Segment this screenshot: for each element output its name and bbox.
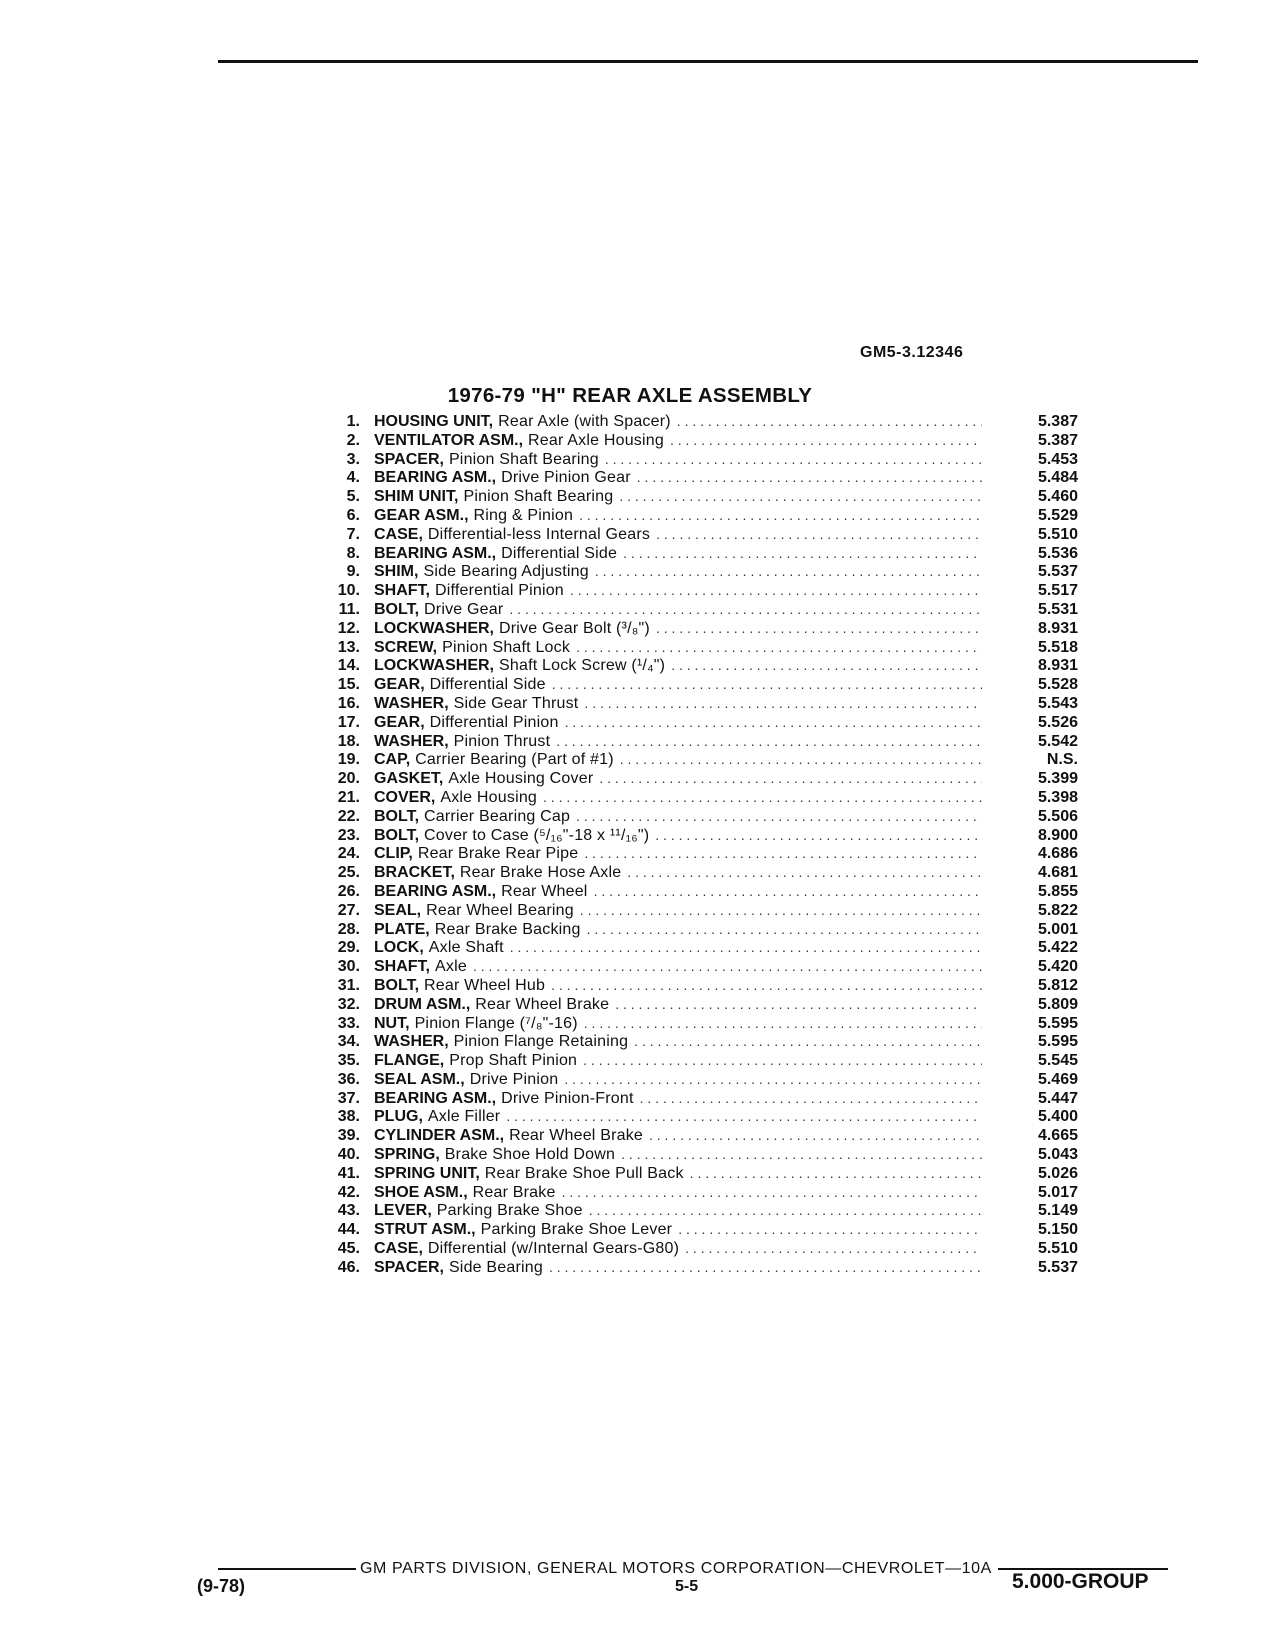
part-group-code: 5.537 [1037, 1258, 1078, 1276]
part-row [318, 1220, 1078, 1239]
part-description: Prop Shaft Pinion [449, 1052, 578, 1070]
part-group-code: 5.510 [1037, 1240, 1078, 1258]
part-group-code: 5.529 [1037, 506, 1078, 524]
part-group-code: 5.812 [1037, 976, 1078, 994]
part-group-code: 4.665 [1037, 1127, 1078, 1145]
part-row [318, 525, 1078, 544]
part-description: Pinion Flange (⁷/₈"-16) [414, 1014, 578, 1032]
part-row [318, 1089, 1078, 1108]
part-group-code: 5.447 [1037, 1089, 1078, 1107]
part-description: Rear Wheel [501, 882, 588, 900]
part-group-code: 5.420 [1037, 958, 1078, 976]
document-code: GM5-3.12346 [860, 344, 964, 361]
part-name: SPRING, [374, 1146, 440, 1164]
part-row [318, 732, 1078, 751]
part-name: SHAFT, [374, 582, 430, 600]
part-number: 5. [346, 488, 360, 506]
part-row [318, 544, 1078, 563]
part-description: Carrier Bearing Cap [424, 807, 571, 825]
part-number: 28. [337, 920, 360, 938]
part-group-code: 5.469 [1037, 1070, 1078, 1088]
part-description: Ring & Pinion [473, 506, 574, 524]
part-description: Pinion Thrust [453, 732, 551, 750]
part-group-code: 5.460 [1037, 488, 1078, 506]
part-row [318, 1201, 1078, 1220]
part-name: SCREW, [374, 638, 438, 656]
part-group-code: 5.543 [1037, 694, 1078, 712]
part-row [318, 1239, 1078, 1258]
part-group-code: 8.931 [1037, 657, 1078, 675]
part-name: SEAL, [374, 901, 422, 919]
part-group-code: 8.900 [1037, 826, 1078, 844]
part-number: 23. [337, 826, 360, 844]
dot-leader [552, 675, 982, 694]
part-row [318, 506, 1078, 525]
part-name: GASKET, [374, 770, 444, 788]
parts-list [318, 412, 1078, 1277]
dot-leader [562, 1183, 982, 1202]
part-number: 9. [346, 563, 360, 581]
part-description: Rear Brake Rear Pipe [417, 845, 579, 863]
top-rule [218, 60, 1198, 63]
part-group-code: 5.149 [1037, 1202, 1078, 1220]
part-name: DRUM ASM., [374, 995, 471, 1013]
part-group-code: 5.595 [1037, 1014, 1078, 1032]
part-group-code: 5.518 [1037, 638, 1078, 656]
part-row [318, 713, 1078, 732]
part-number: 42. [337, 1183, 360, 1201]
part-description: Parking Brake Shoe [436, 1202, 583, 1220]
dot-leader [549, 1258, 982, 1277]
part-row [318, 562, 1078, 581]
part-row [318, 1014, 1078, 1033]
dot-leader [576, 807, 982, 826]
part-name: BEARING ASM., [374, 544, 497, 562]
part-group-code: 5.537 [1037, 563, 1078, 581]
part-description: Rear Brake Shoe Pull Back [484, 1164, 684, 1182]
part-description: Parking Brake Shoe Lever [480, 1221, 673, 1239]
dot-leader [619, 487, 982, 506]
part-row [318, 844, 1078, 863]
part-row [318, 769, 1078, 788]
part-description: Rear Wheel Brake [475, 995, 610, 1013]
dot-leader [656, 619, 982, 638]
part-name: FLANGE, [374, 1052, 445, 1070]
dot-leader [649, 1126, 982, 1145]
part-number: 1. [346, 413, 360, 430]
part-number: 16. [337, 694, 360, 712]
group-code: 5.000-GROUP [1012, 1570, 1149, 1593]
part-row [318, 656, 1078, 675]
part-group-code: 5.545 [1037, 1052, 1078, 1070]
part-number: 15. [337, 676, 360, 694]
part-description: Axle Shaft [428, 939, 504, 957]
part-name: LOCKWASHER, [374, 619, 494, 637]
part-description: Pinion Shaft Bearing [448, 450, 599, 468]
part-name: BEARING ASM., [374, 469, 497, 487]
part-group-code: 5.043 [1037, 1146, 1078, 1164]
part-group-code: N.S. [1046, 751, 1078, 769]
revision-date: (9-78) [197, 1576, 246, 1596]
dot-leader [510, 938, 982, 957]
part-name: COVER, [374, 788, 436, 806]
part-number: 31. [337, 976, 360, 994]
part-row [318, 487, 1078, 506]
part-description: Pinion Shaft Bearing [463, 488, 614, 506]
part-name: CASE, [374, 525, 423, 543]
part-row [318, 938, 1078, 957]
part-row [318, 412, 1078, 431]
part-number: 13. [337, 638, 360, 656]
part-group-code: 5.536 [1037, 544, 1078, 562]
part-name: GEAR, [374, 713, 425, 731]
part-name: SPACER, [374, 450, 444, 468]
part-name: HOUSING UNIT, [374, 413, 494, 430]
dot-leader [671, 656, 982, 675]
dot-leader [570, 581, 982, 600]
part-name: BOLT, [374, 826, 420, 844]
dot-leader [620, 750, 982, 769]
part-row [318, 882, 1078, 901]
part-row [318, 901, 1078, 920]
part-name: SPRING UNIT, [374, 1164, 480, 1182]
dot-leader [580, 901, 982, 920]
dot-leader [584, 844, 982, 863]
part-name: PLUG, [374, 1108, 423, 1126]
dot-leader [594, 882, 982, 901]
part-description: Carrier Bearing (Part of #1) [415, 751, 614, 769]
part-group-code: 5.595 [1037, 1033, 1078, 1051]
part-description: Rear Wheel Brake [509, 1127, 643, 1145]
dot-leader [670, 431, 982, 450]
dot-leader [685, 1239, 982, 1258]
dot-leader [677, 412, 982, 431]
dot-leader [473, 957, 982, 976]
part-row [318, 431, 1078, 450]
dot-leader [595, 562, 982, 581]
footer-publisher: GM PARTS DIVISION, GENERAL MOTORS CORPORATION—CHEVROLET—10A [360, 1560, 992, 1577]
part-number: 29. [337, 939, 360, 957]
dot-leader [634, 1032, 982, 1051]
part-group-code: 5.150 [1037, 1221, 1078, 1239]
part-description: Differential Side [429, 676, 546, 694]
dot-leader [583, 1051, 982, 1070]
part-group-code: 5.387 [1037, 431, 1078, 449]
part-number: 27. [337, 901, 360, 919]
part-description: Differential (w/Internal Gears-G80) [427, 1240, 680, 1258]
dot-leader [599, 769, 982, 788]
part-name: LEVER, [374, 1202, 432, 1220]
part-name: SHOE ASM., [374, 1183, 468, 1201]
part-number: 2. [346, 431, 360, 449]
part-description: Pinion Shaft Lock [442, 638, 571, 656]
part-name: NUT, [374, 1014, 410, 1032]
dot-leader [506, 1107, 982, 1126]
dot-leader [509, 600, 982, 619]
part-row [318, 638, 1078, 657]
part-name: BRACKET, [374, 864, 455, 882]
dot-leader [576, 638, 982, 657]
part-description: Drive Pinion-Front [501, 1089, 634, 1107]
part-description: Drive Pinion Gear [501, 469, 631, 487]
part-number: 4. [346, 469, 360, 487]
part-group-code: 4.686 [1037, 845, 1078, 863]
part-number: 44. [337, 1221, 360, 1239]
part-description: Rear Brake Hose Axle [459, 864, 622, 882]
part-description: Drive Pinion [469, 1070, 559, 1088]
dot-leader [656, 525, 982, 544]
part-description: Brake Shoe Hold Down [444, 1146, 616, 1164]
part-row [318, 957, 1078, 976]
part-number: 17. [337, 713, 360, 731]
dot-leader [556, 732, 982, 751]
part-number: 14. [337, 657, 360, 675]
part-row [318, 826, 1078, 845]
part-description: Shaft Lock Screw (¹/₄") [499, 657, 666, 675]
part-row [318, 1258, 1078, 1277]
part-row [318, 863, 1078, 882]
part-name: SPACER, [374, 1258, 444, 1276]
part-row [318, 788, 1078, 807]
dot-leader [678, 1220, 982, 1239]
footer-rule-left [218, 1568, 356, 1570]
part-group-code: 5.526 [1037, 713, 1078, 731]
part-description: Rear Axle (with Spacer) [498, 413, 671, 430]
part-number: 30. [337, 958, 360, 976]
part-name: WASHER, [374, 1033, 449, 1051]
part-row [318, 1164, 1078, 1183]
part-group-code: 5.855 [1037, 882, 1078, 900]
part-description: Rear Wheel Hub [424, 976, 546, 994]
part-name: SHIM UNIT, [374, 488, 459, 506]
dot-leader [621, 1145, 982, 1164]
part-group-code: 5.001 [1037, 920, 1078, 938]
page-title: 1976-79 "H" REAR AXLE ASSEMBLY [447, 384, 813, 407]
part-group-code: 5.517 [1037, 582, 1078, 600]
part-name: PLATE, [374, 920, 430, 938]
part-number: 3. [346, 450, 360, 468]
part-name: WASHER, [374, 732, 449, 750]
part-description: Drive Gear Bolt (³/₈") [499, 619, 650, 637]
part-group-code: 5.026 [1037, 1164, 1078, 1182]
part-number: 38. [337, 1108, 360, 1126]
part-name: BEARING ASM., [374, 882, 497, 900]
part-group-code: 5.822 [1037, 901, 1078, 919]
part-number: 24. [337, 845, 360, 863]
part-description: Rear Axle Housing [528, 431, 664, 449]
part-number: 40. [337, 1146, 360, 1164]
part-group-code: 5.399 [1037, 770, 1078, 788]
part-description: Drive Gear [424, 600, 504, 618]
part-group-code: 5.506 [1037, 807, 1078, 825]
part-number: 8. [346, 544, 360, 562]
part-name: CYLINDER ASM., [374, 1127, 505, 1145]
part-row [318, 694, 1078, 713]
dot-leader [543, 788, 982, 807]
part-number: 43. [337, 1202, 360, 1220]
part-row [318, 1183, 1078, 1202]
part-number: 7. [346, 525, 360, 543]
part-row [318, 976, 1078, 995]
part-row [318, 619, 1078, 638]
part-number: 34. [337, 1033, 360, 1051]
part-description: Axle [435, 958, 467, 976]
part-name: CAP, [374, 751, 411, 769]
dot-leader [589, 1201, 982, 1220]
part-number: 18. [337, 732, 360, 750]
part-number: 45. [337, 1240, 360, 1258]
part-row [318, 807, 1078, 826]
dot-leader [584, 694, 982, 713]
part-name: GEAR ASM., [374, 506, 469, 524]
part-group-code: 5.400 [1037, 1108, 1078, 1126]
part-number: 21. [337, 788, 360, 806]
part-number: 20. [337, 770, 360, 788]
dot-leader [615, 995, 982, 1014]
part-row [318, 1126, 1078, 1145]
dot-leader [587, 920, 982, 939]
part-number: 19. [337, 751, 360, 769]
part-row [318, 675, 1078, 694]
part-number: 11. [338, 600, 360, 618]
part-group-code: 5.542 [1037, 732, 1078, 750]
part-description: Differential-less Internal Gears [427, 525, 651, 543]
part-row [318, 1051, 1078, 1070]
part-number: 32. [337, 995, 360, 1013]
part-description: Side Bearing Adjusting [423, 563, 589, 581]
part-number: 33. [337, 1014, 360, 1032]
part-description: Differential Pinion [429, 713, 559, 731]
dot-leader [579, 506, 982, 525]
part-number: 39. [337, 1127, 360, 1145]
part-description: Side Gear Thrust [453, 694, 579, 712]
dot-leader [605, 450, 982, 469]
part-number: 6. [346, 506, 360, 524]
part-name: BOLT, [374, 807, 420, 825]
part-description: Side Bearing [448, 1258, 543, 1276]
part-name: SHAFT, [374, 958, 430, 976]
dot-leader [627, 863, 982, 882]
page-number: 5-5 [675, 1578, 699, 1595]
part-row [318, 450, 1078, 469]
part-group-code: 5.398 [1037, 788, 1078, 806]
part-description: Differential Pinion [435, 582, 564, 600]
dot-leader [564, 1070, 982, 1089]
part-name: STRUT ASM., [374, 1221, 476, 1239]
part-group-code: 5.387 [1037, 413, 1078, 430]
part-number: 12. [337, 619, 360, 637]
part-row [318, 468, 1078, 487]
dot-leader [623, 544, 982, 563]
dot-leader [690, 1164, 982, 1183]
part-group-code: 5.528 [1037, 676, 1078, 694]
part-row [318, 581, 1078, 600]
part-group-code: 5.453 [1037, 450, 1078, 468]
part-row [318, 1070, 1078, 1089]
part-description: Cover to Case (⁵/₁₆"-18 x ¹¹/₁₆") [424, 826, 650, 844]
part-row [318, 600, 1078, 619]
part-name: BOLT, [374, 600, 420, 618]
dot-leader [551, 976, 982, 995]
dot-leader [655, 826, 982, 845]
part-description: Rear Brake [472, 1183, 556, 1201]
part-name: VENTILATOR ASM., [374, 431, 524, 449]
part-name: BOLT, [374, 976, 420, 994]
part-row [318, 1145, 1078, 1164]
part-description: Pinion Flange Retaining [453, 1033, 629, 1051]
part-row [318, 995, 1078, 1014]
part-name: WASHER, [374, 694, 449, 712]
part-name: LOCKWASHER, [374, 657, 494, 675]
part-name: GEAR, [374, 676, 425, 694]
part-number: 26. [337, 882, 360, 900]
part-group-code: 5.510 [1037, 525, 1078, 543]
part-number: 35. [337, 1052, 360, 1070]
dot-leader [637, 468, 982, 487]
part-number: 46. [337, 1258, 360, 1276]
part-group-code: 5.422 [1037, 939, 1078, 957]
dot-leader [565, 713, 982, 732]
part-row [318, 1107, 1078, 1126]
part-number: 22. [337, 807, 360, 825]
dot-leader [640, 1089, 982, 1108]
part-name: CASE, [374, 1240, 423, 1258]
part-number: 25. [337, 864, 360, 882]
part-name: SEAL ASM., [374, 1070, 465, 1088]
part-row [318, 1032, 1078, 1051]
part-description: Rear Wheel Bearing [426, 901, 574, 919]
part-group-code: 5.531 [1037, 600, 1078, 618]
part-group-code: 8.931 [1037, 619, 1078, 637]
part-row [318, 750, 1078, 769]
part-description: Axle Filler [427, 1108, 501, 1126]
part-group-code: 5.017 [1037, 1183, 1078, 1201]
part-group-code: 4.681 [1037, 864, 1078, 882]
part-number: 36. [337, 1070, 360, 1088]
part-name: CLIP, [374, 845, 413, 863]
part-number: 10. [337, 582, 360, 600]
dot-leader [584, 1014, 982, 1033]
part-group-code: 5.484 [1037, 469, 1078, 487]
part-name: SHIM, [374, 563, 419, 581]
part-name: LOCK, [374, 939, 424, 957]
part-number: 41. [337, 1164, 360, 1182]
part-description: Axle Housing Cover [448, 770, 594, 788]
part-row [318, 920, 1078, 939]
part-name: BEARING ASM., [374, 1089, 497, 1107]
part-description: Differential Side [501, 544, 618, 562]
part-number: 37. [337, 1089, 360, 1107]
part-description: Rear Brake Backing [434, 920, 581, 938]
part-description: Axle Housing [440, 788, 538, 806]
part-group-code: 5.809 [1037, 995, 1078, 1013]
